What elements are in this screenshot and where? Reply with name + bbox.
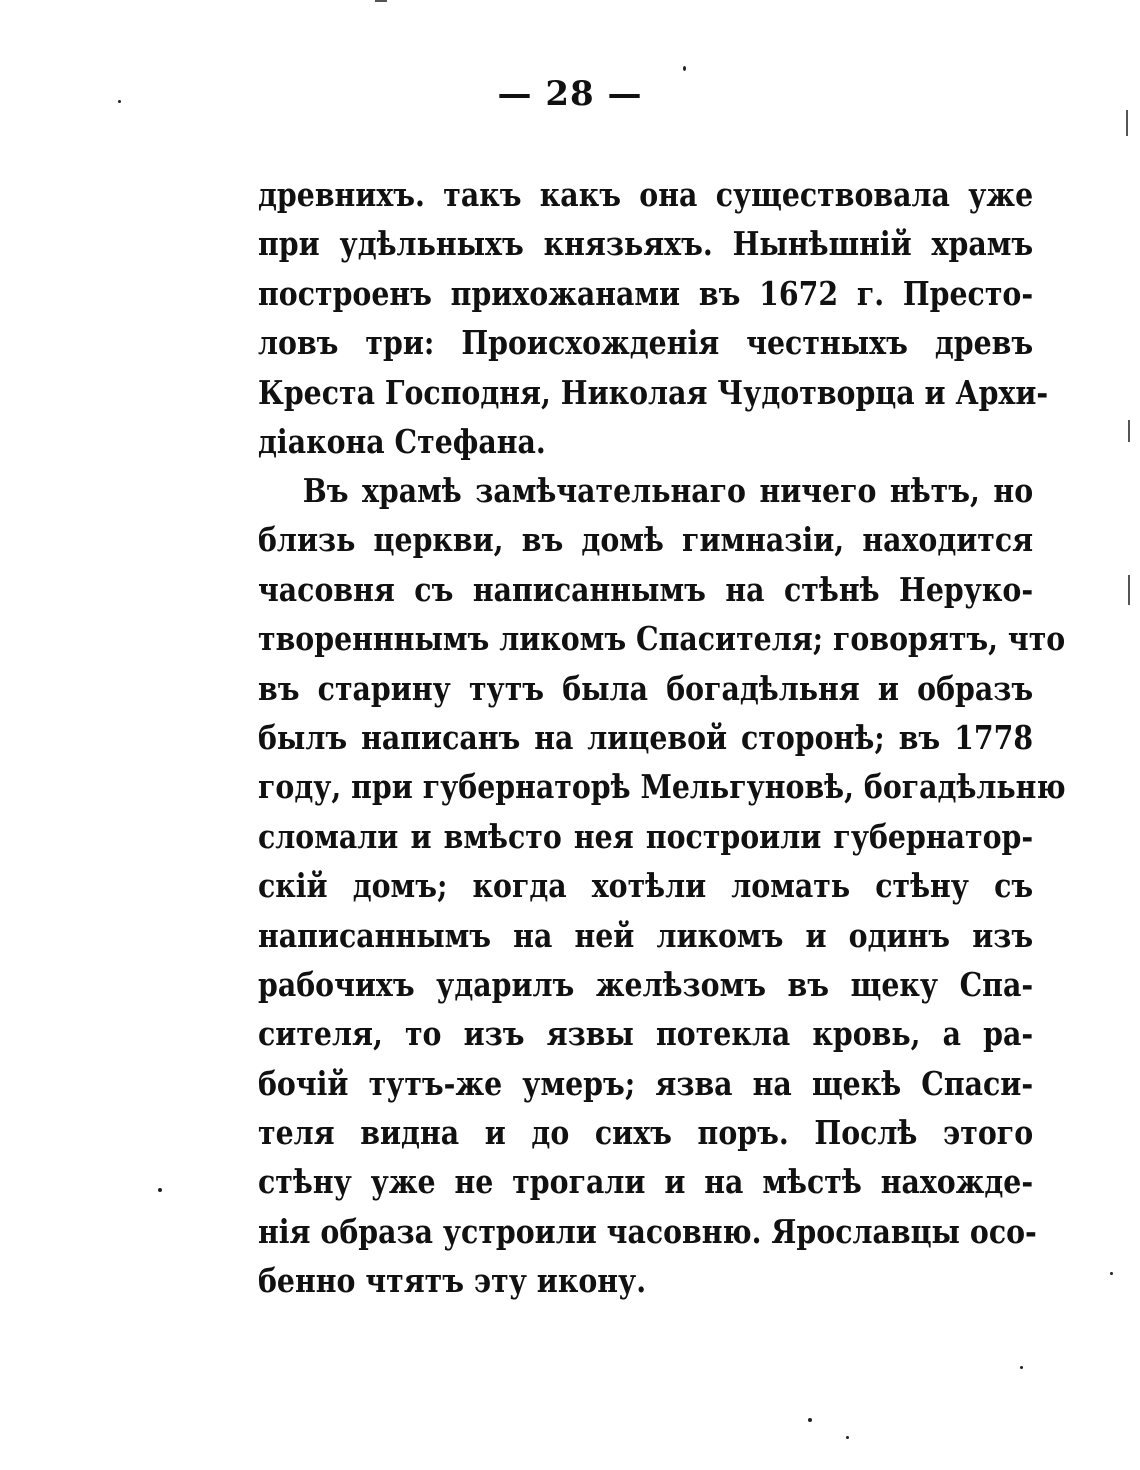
text-line: сителя, то изъ язвы потекла кровь, а ра- <box>258 1014 1034 1054</box>
scan-edge-mark <box>1128 575 1130 605</box>
text-line: близь церкви, въ домѣ гимназіи, находится <box>258 520 1034 560</box>
text-line: Креста Господня, Николая Чудотворца и Архи- <box>258 372 1049 412</box>
text-line: ловъ три: Происхожденія честныхъ древъ <box>258 323 1034 363</box>
scan-speck <box>118 100 121 103</box>
scan-speck <box>683 66 686 71</box>
scan-speck <box>1110 1272 1113 1275</box>
text-line: Въ храмѣ замѣчательнаго ничего нѣтъ, но <box>302 471 1034 510</box>
text-line: нія образа устроили часовню. Ярославцы осо- <box>258 1211 1037 1251</box>
text-line: построенъ прихожанами въ 1672 г. Престо- <box>258 273 1034 313</box>
text-line: бочій тутъ-же умеръ; язва на щекѣ Спаси- <box>258 1063 1034 1103</box>
text-line: году, при губернаторѣ Мельгуновѣ, богадѣльню <box>258 767 1066 807</box>
scan-speck <box>158 1188 162 1192</box>
text-line: скій домъ; когда хотѣли ломать стѣну съ <box>258 866 1034 906</box>
text-line: при удѣльныхъ князьяхъ. Нынѣшній храмъ <box>258 224 1034 264</box>
text-line: сломали и вмѣсто нея построили губернатор- <box>258 816 1034 856</box>
scan-edge-mark <box>1126 110 1128 136</box>
scan-edge-mark <box>375 0 387 2</box>
scan-speck <box>1020 1366 1023 1369</box>
scan-speck <box>846 1436 849 1439</box>
text-line: часовня съ написаннымъ на стѣнѣ Неруко- <box>258 569 1034 609</box>
text-line: творенннымъ ликомъ Спасителя; говорятъ, что <box>258 619 1066 659</box>
scan-edge-mark <box>1128 420 1130 442</box>
text-line: теля видна и до сихъ поръ. Послѣ этого <box>258 1113 1034 1153</box>
text-line: рабочихъ ударилъ желѣзомъ въ щеку Спа- <box>258 964 1034 1004</box>
paragraph-2 <box>258 466 1066 1306</box>
scan-speck <box>808 1418 812 1422</box>
text-line: древнихъ. такъ какъ она существовала уже <box>258 175 1034 214</box>
text-line: написаннымъ на ней ликомъ и одинъ изъ <box>258 915 1034 955</box>
paragraph-1 <box>258 170 1049 466</box>
page-number: — 28 — <box>497 74 643 114</box>
text-line: бенно чтятъ эту икону. <box>258 1261 647 1301</box>
text-line: діакона Стефана. <box>258 421 546 461</box>
text-line: въ старину тутъ была богадѣльня и образъ <box>258 668 1034 708</box>
text-line: былъ написанъ на лицевой сторонѣ; въ 1778 <box>258 717 1034 757</box>
text-line: стѣну уже не трогали и на мѣстѣ нахожде- <box>258 1162 1034 1202</box>
